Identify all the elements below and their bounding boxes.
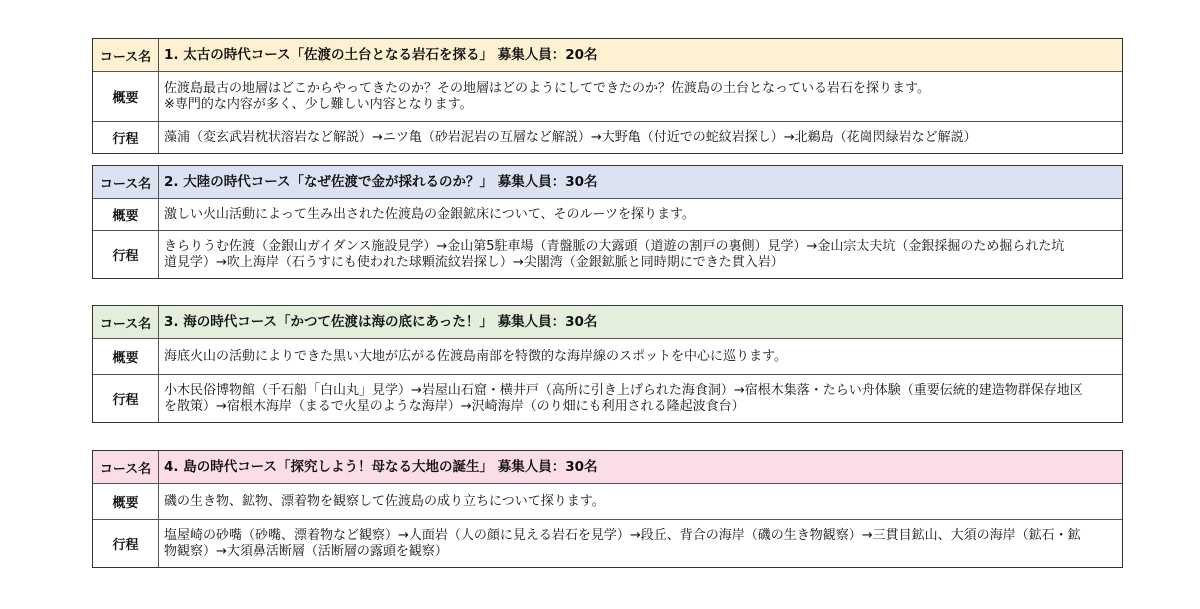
course-table-2	[92, 165, 1123, 279]
overview-row	[93, 71, 1122, 121]
itinerary-label: 行程	[93, 231, 159, 278]
itinerary-label: 行程	[93, 375, 159, 422]
course-title: 2. 大陸の時代コース「なぜ佐渡で金が採れるのか？」 募集人員：30名	[164, 174, 598, 190]
itinerary-label: 行程	[93, 520, 159, 567]
itinerary-row	[93, 519, 1122, 567]
itinerary-text: 小木民俗博物館（千石船「白山丸」見学）→岩屋山石窟・横井戸（高所に引き上げられた海食洞）→宿根木集落・たらい舟体験（重要伝統的建造物群保存地区 を散策）→宿根木海岸（まるで火星のような海岸）→沢崎海岸（のり畑にも利用される隆起波食台）	[164, 382, 1083, 414]
itinerary-row	[93, 374, 1122, 422]
itinerary-text: 藻浦（変玄武岩枕状溶岩など解説）→ニツ亀（砂岩泥岩の互層など解説）→大野亀（付近での蛇紋岩探し）→北鵜島（花崗閃緑岩など解説）	[164, 129, 977, 145]
course-name-row	[93, 306, 1122, 338]
overview-row	[93, 338, 1122, 374]
overview-text: 磯の生き物、鉱物、漂着物を観察して佐渡島の成り立ちについて探ります。	[164, 493, 605, 509]
itinerary-text: 塩屋崎の砂嘴（砂嘴、漂着物など観察）→人面岩（人の顔に見える岩石を見学）→段丘、背合の海岸（磯の生き物観察）→三貫目鉱山、大須の海岸（鉱石・鉱 物観察）→大須鼻活断層（活断層の露頭を観察）	[164, 527, 1081, 559]
course-name-row	[93, 39, 1122, 71]
overview-label: 概要	[93, 484, 159, 519]
course-name-row	[93, 166, 1122, 198]
overview-label: 概要	[93, 199, 159, 230]
course-table-1	[92, 38, 1123, 154]
course-name-label: コース名	[93, 166, 159, 198]
itinerary-row	[93, 121, 1122, 153]
course-title: 4. 島の時代コース「探究しよう！母なる大地の誕生」 募集人員：30名	[164, 459, 598, 475]
overview-label: 概要	[93, 72, 159, 121]
course-title: 3. 海の時代コース「かつて佐渡は海の底にあった！」 募集人員：30名	[164, 314, 598, 330]
overview-row	[93, 483, 1122, 519]
itinerary-label: 行程	[93, 122, 159, 153]
course-table-4	[92, 450, 1123, 568]
overview-text: 海底火山の活動によりできた黒い大地が広がる佐渡島南部を特徴的な海岸線のスポットを中心に巡ります。	[164, 348, 787, 364]
overview-label: 概要	[93, 339, 159, 374]
course-name-label: コース名	[93, 39, 159, 71]
course-name-label: コース名	[93, 451, 159, 483]
course-table-3	[92, 305, 1123, 423]
course-name-row	[93, 451, 1122, 483]
overview-row	[93, 198, 1122, 230]
overview-text: 佐渡島最古の地層はどこからやってきたのか？その地層はどのようにしてできたのか？佐渡島の土台となっている岩石を探ります。 ※専門的な内容が多く、少し難しい内容となります。	[164, 80, 930, 112]
overview-text: 激しい火山活動によって生み出された佐渡島の金銀鉱床について、そのルーツを探ります。	[164, 206, 695, 222]
itinerary-row	[93, 230, 1122, 278]
itinerary-text: きらりうむ佐渡（金銀山ガイダンス施設見学）→金山第5駐車場（青盤脈の大露頭（道遊の割戸の裏側）見学）→金山宗太夫坑（金銀採掘のため掘られた坑 道見学）→吹上海岸（石うすにも使われた球顆流紋岩探し）→尖閣湾（金銀鉱脈と同時期にできた貫入岩）	[164, 238, 1065, 270]
course-title: 1. 太古の時代コース「佐渡の土台となる岩石を探る」 募集人員：20名	[164, 47, 598, 63]
course-name-label: コース名	[93, 306, 159, 338]
